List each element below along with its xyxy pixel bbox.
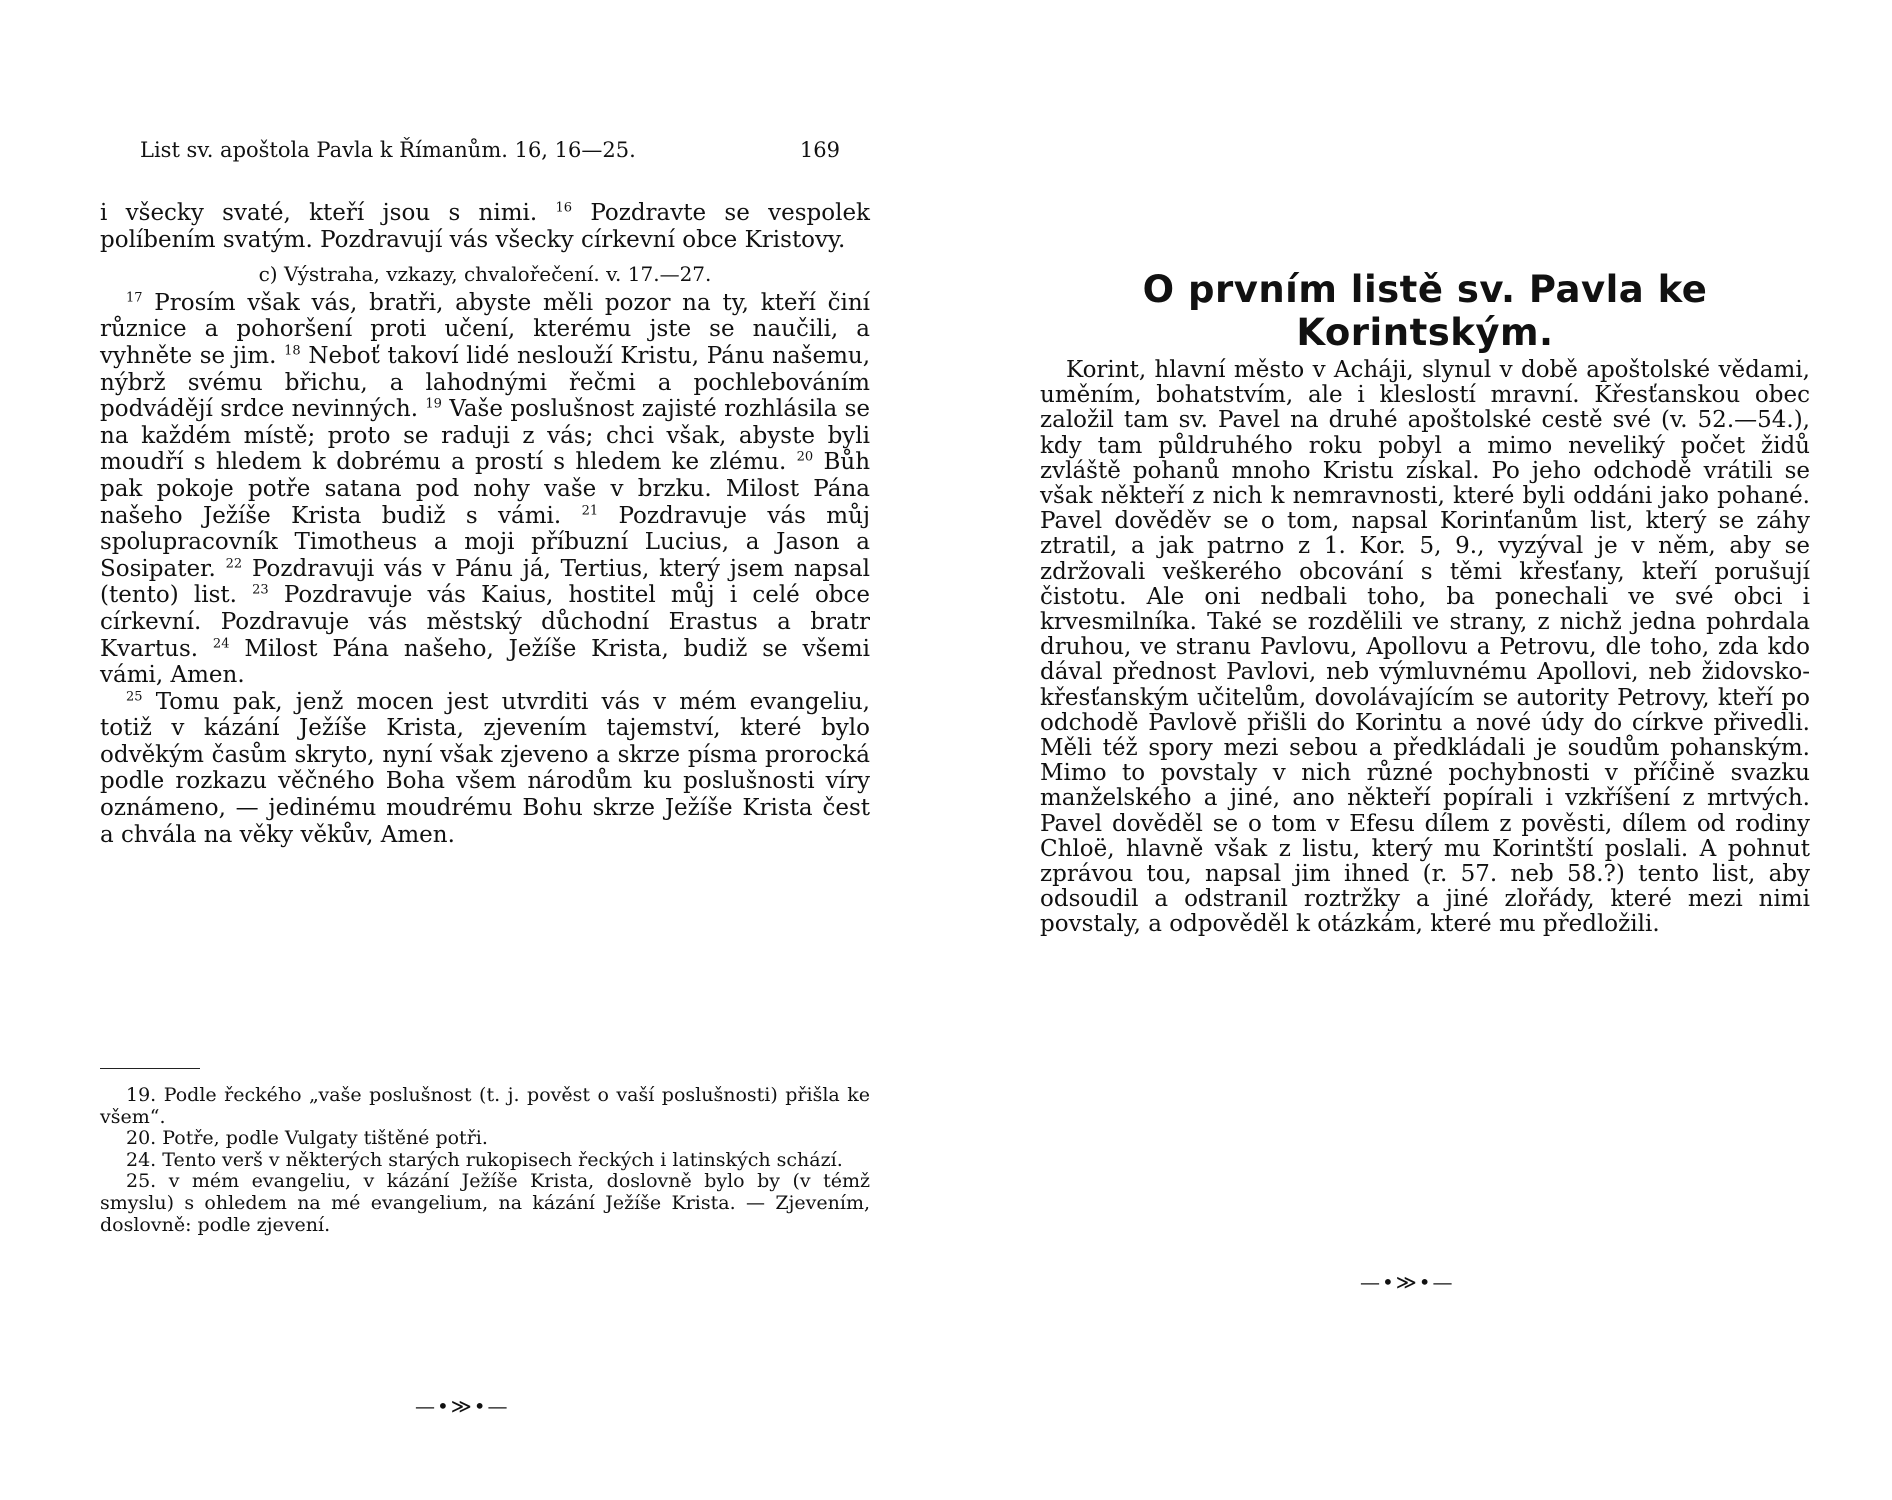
footnote-text: 19. Podle řeckého „vaše poslušnost (t. j. pověst o vaší poslušnosti) přišla ke všem“.	[100, 1084, 870, 1128]
footnote-divider	[100, 1068, 200, 1069]
section-subheading: c) Výstraha, vzkazy, chvalořečení. v. 17.—27.	[258, 262, 712, 287]
verse-text: Pozdravte se vespolek políbením svatým. Pozdravují vás všecky církevní obce Kristovy.	[100, 200, 870, 253]
header-title: List sv. apoštola Pavla k Římanům. 16, 16—25.	[140, 138, 636, 162]
verse-number: 24	[212, 635, 230, 651]
verse-text: Milost Pána našeho, Ježíše Krista, budiž se všemi vámi, Amen.	[100, 635, 871, 689]
footnote	[100, 1085, 870, 1128]
verse-number: 23	[252, 582, 269, 598]
paragraph	[100, 200, 870, 253]
footnote	[100, 1171, 870, 1236]
verse-text: Pozdravuje vás můj spolupracovník Timotheus a moji příbuzní Lucius, a Jason a Sosipater.	[100, 502, 870, 582]
footnotes	[100, 1085, 870, 1236]
right-page	[1040, 0, 1810, 1500]
chapter-title: O prvním listě sv. Pavla ke Korintským.	[1142, 268, 1708, 354]
running-header	[140, 138, 840, 162]
paragraph	[100, 290, 870, 689]
footnote-text: 24. Tento verš v některých starých rukopisech řeckých i latinských schází.	[126, 1148, 843, 1171]
verse-number: 25	[126, 689, 143, 705]
verse-number: 22	[225, 556, 243, 572]
verse-text: Neboť takoví lidé neslouží Kristu, Pánu našemu, nýbrž svému břichu, a lahodnými řečmi a pochlebováním podvádějí srdce nevinných.	[100, 342, 871, 423]
verse-text: Prosím však vás, bratři, abyste měli pozor na ty, kteří činí různice a pohoršení proti učení, kterému jste se naučili, a vyhněte se jim.	[100, 289, 870, 369]
verse-number: 19	[425, 396, 442, 412]
footnote	[100, 1128, 870, 1150]
verse-text: i všecky svaté, kteří jsou s nimi.	[100, 200, 538, 226]
verse-number: 18	[284, 343, 301, 359]
verse-number: 20	[796, 449, 814, 465]
verse-number: 21	[581, 502, 599, 518]
verse-text: Bůh pak pokoje potře satana pod nohy vaše v brzku. Milost Pána našeho Ježíše Krista budiž s vámi.	[100, 449, 871, 529]
footnote-text: 25. v mém evangeliu, v kázání Ježíše Krista, doslovně bylo by (v témž smyslu) s ohledem na mé evangelium, na kázání Ježíše Krista. — Zjevením, doslovně: podle zjevení.	[100, 1170, 870, 1236]
verse-text: Pozdravuji vás v Pánu já, Tertius, který jsem napsal (tento) list.	[100, 555, 871, 609]
ornament-divider: —•≫•—	[1360, 1270, 1455, 1294]
verse-number: 17	[126, 290, 143, 306]
footnote-text: 20. Potře, podle Vulgaty tištěné potři.	[126, 1127, 488, 1150]
ornament-divider: —•≫•—	[415, 1394, 510, 1418]
verse-number: 16	[555, 200, 573, 216]
left-body-text	[100, 200, 870, 848]
paragraph	[100, 689, 870, 849]
paragraph: Korint, hlavní město v Acháji, slynul v době apoštolské vědami, uměním, bohatstvím, ale i kleslostí mravní. Křesťanskou obec založil tam sv. Pavel na druhé apoštolské cestě své (v. 52.—54.), kdy tam půldruhého roku pobyl a mimo neveliký počet židů zvláště pohanů mnoho Kristu získal. Po jeho odchodě vrátili se však někteří z nich k nemravnosti, které byli oddáni jako pohané. Pavel dověděv se o tom, napsal Korinťanům list, který se záhy ztratil, a jak patrno z 1. Kor. 5, 9., vyzýval je v něm, aby se zdržovali veškerého obcování s těmi křesťany, kteří porušují čistotu. Ale oni nedbali toho, ba ponechali ve své obci i krvesmilníka. Také se rozdělili ve strany, z nichž jedna pohrdala druhou, ve stranu Pavlovu, Apollovu a Petrovu, dle toho, zda kdo dával přednost Pavlovi, neb výmluvnému Apollovi, neb židovsko-křesťanským učitelům, dovolávajícím se autority Petrovy, kteří po odchodě Pavlově přišli do Korintu a nové údy do církve přivedli. Měli též spory mezi sebou a předkládali je soudům pohanským. Mimo to povstaly v nich různé pochybnosti v příčině svazku manželského a jiné, ano někteří popírali i vzkříšení z mrtvých. Pavel dověděl se o tom v Efesu dílem z pověsti, dílem od rodiny Chloë, hlavně však z listu, který mu Korintští poslali. A pohnut zprávou tou, napsal jim ihned (r. 57. neb 58.?) tento list, aby odsoudil a odstranil roztržky a jiné zlořády, které mezi nimi povstaly, a odpověděl k otázkám, které mu předložili.	[1040, 357, 1810, 938]
page-number: 169	[799, 138, 840, 162]
verse-text: Tomu pak, jenž mocen jest utvrditi vás v mém evangeliu, totiž v kázání Ježíše Krista, zjevením tajemství, které bylo odvěkým časům skryto, nyní však zjeveno a skrze písma prorocká podle rozkazu věčného Boha všem národům ku poslušnosti víry oznámeno, — jedinému moudrému Bohu skrze Ježíše Krista čest a chvála na věky věkův, Amen.	[100, 688, 870, 848]
verse-text: Vaše poslušnost zajisté rozhlásila se na každém místě; proto se raduji z vás; chci však, abyste byli moudří s hledem k dobrému a prostí s hledem ke zlému.	[100, 396, 871, 476]
left-page	[100, 0, 870, 1500]
verse-text: Pozdravuje vás Kaius, hostitel můj i celé obce církevní. Pozdravuje vás městský důchodní Erastus a bratr Kvartus.	[100, 582, 871, 662]
right-body-text	[1040, 358, 1810, 938]
footnote	[100, 1150, 870, 1172]
